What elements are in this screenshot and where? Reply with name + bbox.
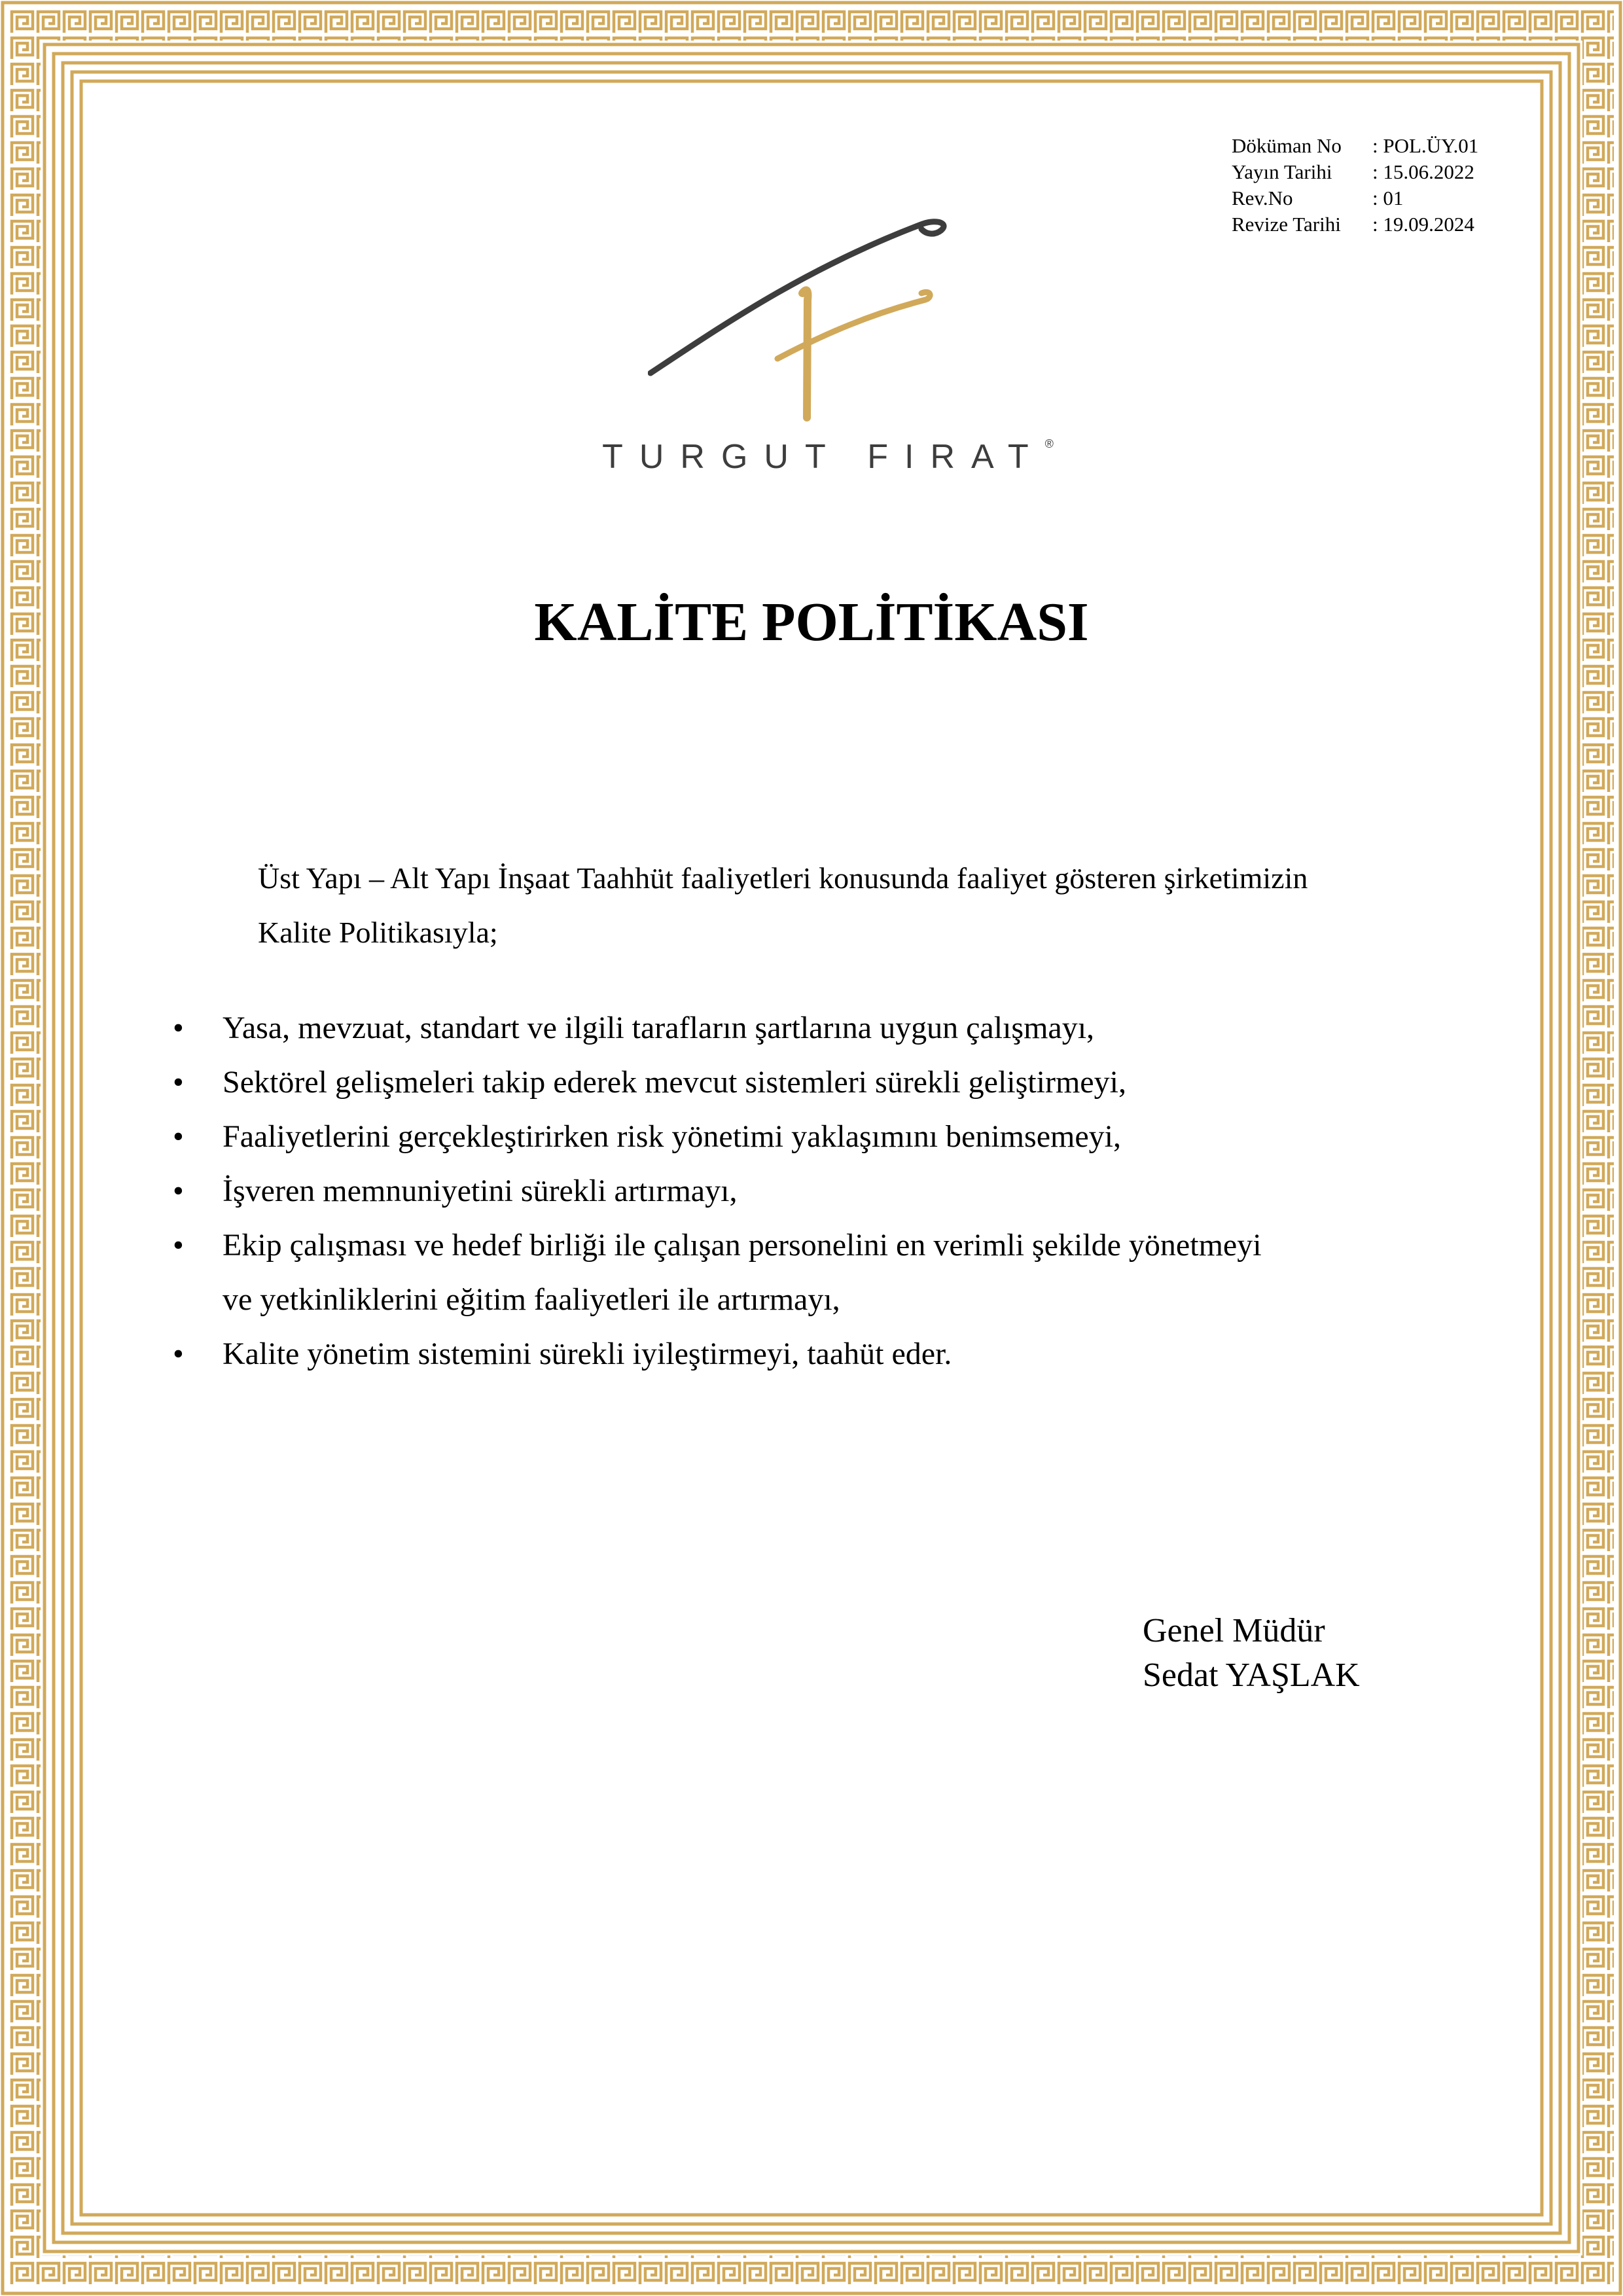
meta-label: Rev.No bbox=[1232, 187, 1293, 209]
intro-line: Kalite Politikasıyla; bbox=[258, 916, 498, 949]
signature-block bbox=[1143, 1609, 1360, 1698]
list-item-text: Kalite yönetim sistemini sürekli iyileştirmeyi, taahüt eder. bbox=[223, 1336, 952, 1371]
list-item-text: Yasa, mevzuat, standart ve ilgili tarafların şartlarına uygun çalışmayı, bbox=[223, 1011, 1095, 1045]
list-item-text: Sektörel gelişmeleri takip ederek mevcut sistemleri sürekli geliştirmeyi, bbox=[223, 1065, 1126, 1100]
list-item bbox=[166, 1218, 1462, 1327]
bullet-icon: • bbox=[173, 1174, 184, 1208]
list-item-text: Faaliyetlerini gerçekleştirirken risk yönetimi yaklaşımını benimsemeyi, bbox=[223, 1119, 1121, 1154]
revision-date-row bbox=[1232, 211, 1478, 238]
meta-value: : 19.09.2024 bbox=[1372, 213, 1474, 236]
list-item-text: Ekip çalışması ve hedef birliği ile çalışan personelini en verimli şekilde yönetmeyi bbox=[223, 1228, 1262, 1263]
meta-value: : POL.ÜY.01 bbox=[1372, 134, 1479, 157]
meta-label: Yayın Tarihi bbox=[1232, 160, 1332, 183]
brand-text: TURGUT FIRAT bbox=[602, 438, 1045, 476]
meta-value: : 01 bbox=[1372, 187, 1404, 209]
meta-label: Döküman No bbox=[1232, 134, 1342, 157]
brand-name bbox=[0, 437, 1623, 476]
list-item-text: ve yetkinliklerini eğitim faaliyetleri ile artırmayı, bbox=[223, 1282, 840, 1317]
page-title: KALİTE POLİTİKASI bbox=[534, 592, 1089, 653]
document-number-row bbox=[1232, 133, 1478, 159]
registered-mark: ® bbox=[1044, 437, 1054, 450]
meta-value: : 15.06.2022 bbox=[1372, 160, 1474, 183]
intro-line: Üst Yapı – Alt Yapı İnşaat Taahhüt faaliyetleri konusunda faaliyet gösteren şirketimizin bbox=[258, 861, 1308, 895]
bullet-icon: • bbox=[173, 1065, 184, 1100]
list-item bbox=[166, 1327, 1462, 1381]
publish-date-row bbox=[1232, 159, 1478, 185]
turgut-firat-logo-mark bbox=[648, 216, 962, 425]
intro-paragraph bbox=[258, 851, 1436, 960]
list-item-text: İşveren memnuniyetini sürekli artırmayı, bbox=[223, 1174, 738, 1208]
policy-list bbox=[166, 1001, 1462, 1381]
bullet-icon: • bbox=[173, 1228, 184, 1263]
bullet-icon: • bbox=[173, 1011, 184, 1045]
revision-number-row bbox=[1232, 185, 1478, 211]
meta-label: Revize Tarihi bbox=[1232, 213, 1341, 236]
list-item bbox=[166, 1055, 1462, 1109]
bullet-icon: • bbox=[173, 1336, 184, 1371]
bullet-icon: • bbox=[173, 1119, 184, 1154]
document-info bbox=[1232, 133, 1478, 238]
signatory-name: Sedat YAŞLAK bbox=[1143, 1657, 1360, 1694]
list-item bbox=[166, 1164, 1462, 1218]
signatory-role: Genel Müdür bbox=[1143, 1612, 1325, 1649]
list-item bbox=[166, 1109, 1462, 1164]
list-item bbox=[166, 1001, 1462, 1055]
